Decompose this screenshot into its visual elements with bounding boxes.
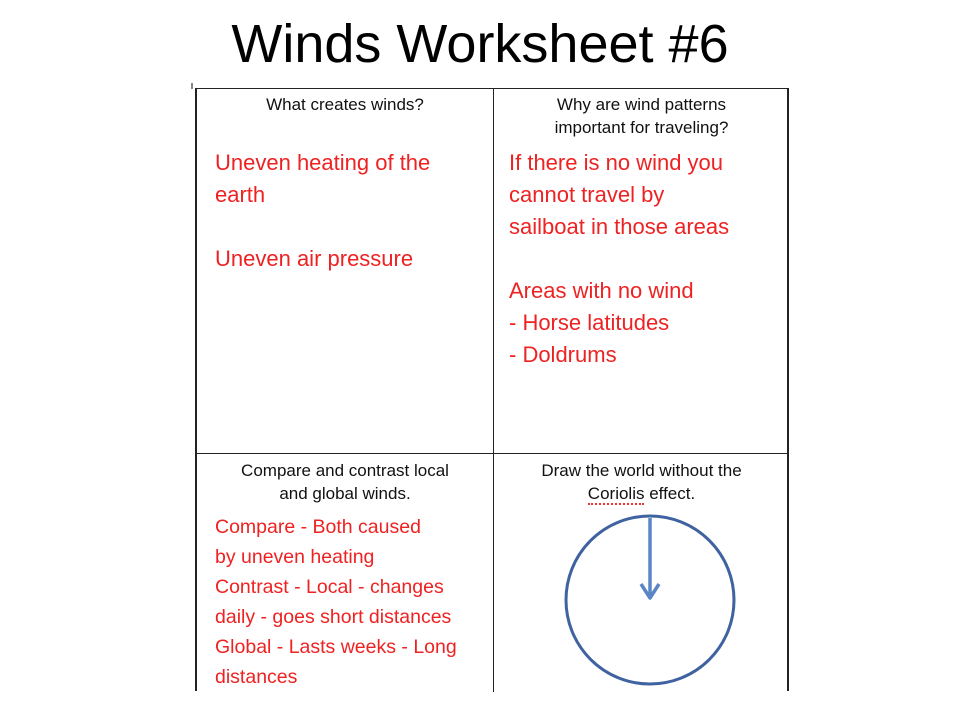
margin-mark xyxy=(191,83,193,89)
question-line: and global winds. xyxy=(279,484,411,503)
answer-local-global-winds: Compare - Both caused by uneven heating Contrast - Local - changes daily - goes short distances Global - Lasts weeks - Long distances xyxy=(215,516,457,688)
globe-drawing xyxy=(560,510,744,694)
wind-arrow-icon xyxy=(641,518,659,598)
question-what-creates-winds: What creates winds? xyxy=(266,95,424,114)
grid-horizontal-divider xyxy=(197,453,789,454)
question-line: Why are wind patterns xyxy=(556,95,727,114)
question-wind-patterns-travel xyxy=(494,93,789,139)
question-line: Draw the world without the xyxy=(541,461,742,480)
grid-vertical-divider xyxy=(493,89,494,692)
question-line: important for traveling? xyxy=(554,118,729,137)
question-line xyxy=(494,482,789,505)
question-line-rest: effect. xyxy=(644,484,696,503)
question-draw-world-coriolis xyxy=(494,459,789,505)
question-line: Compare and contrast local xyxy=(241,461,449,480)
question-local-global-winds xyxy=(197,459,493,505)
page-title: Winds Worksheet #6 xyxy=(231,14,729,74)
answer-what-creates-winds: Uneven heating of the earth Uneven air pressure xyxy=(215,150,431,271)
answer-wind-patterns-travel: If there is no wind you cannot travel by sailboat in those areas Areas with no wind - Horse latitudes - Doldrums xyxy=(509,150,730,367)
coriolis-word: Coriolis xyxy=(587,484,645,503)
